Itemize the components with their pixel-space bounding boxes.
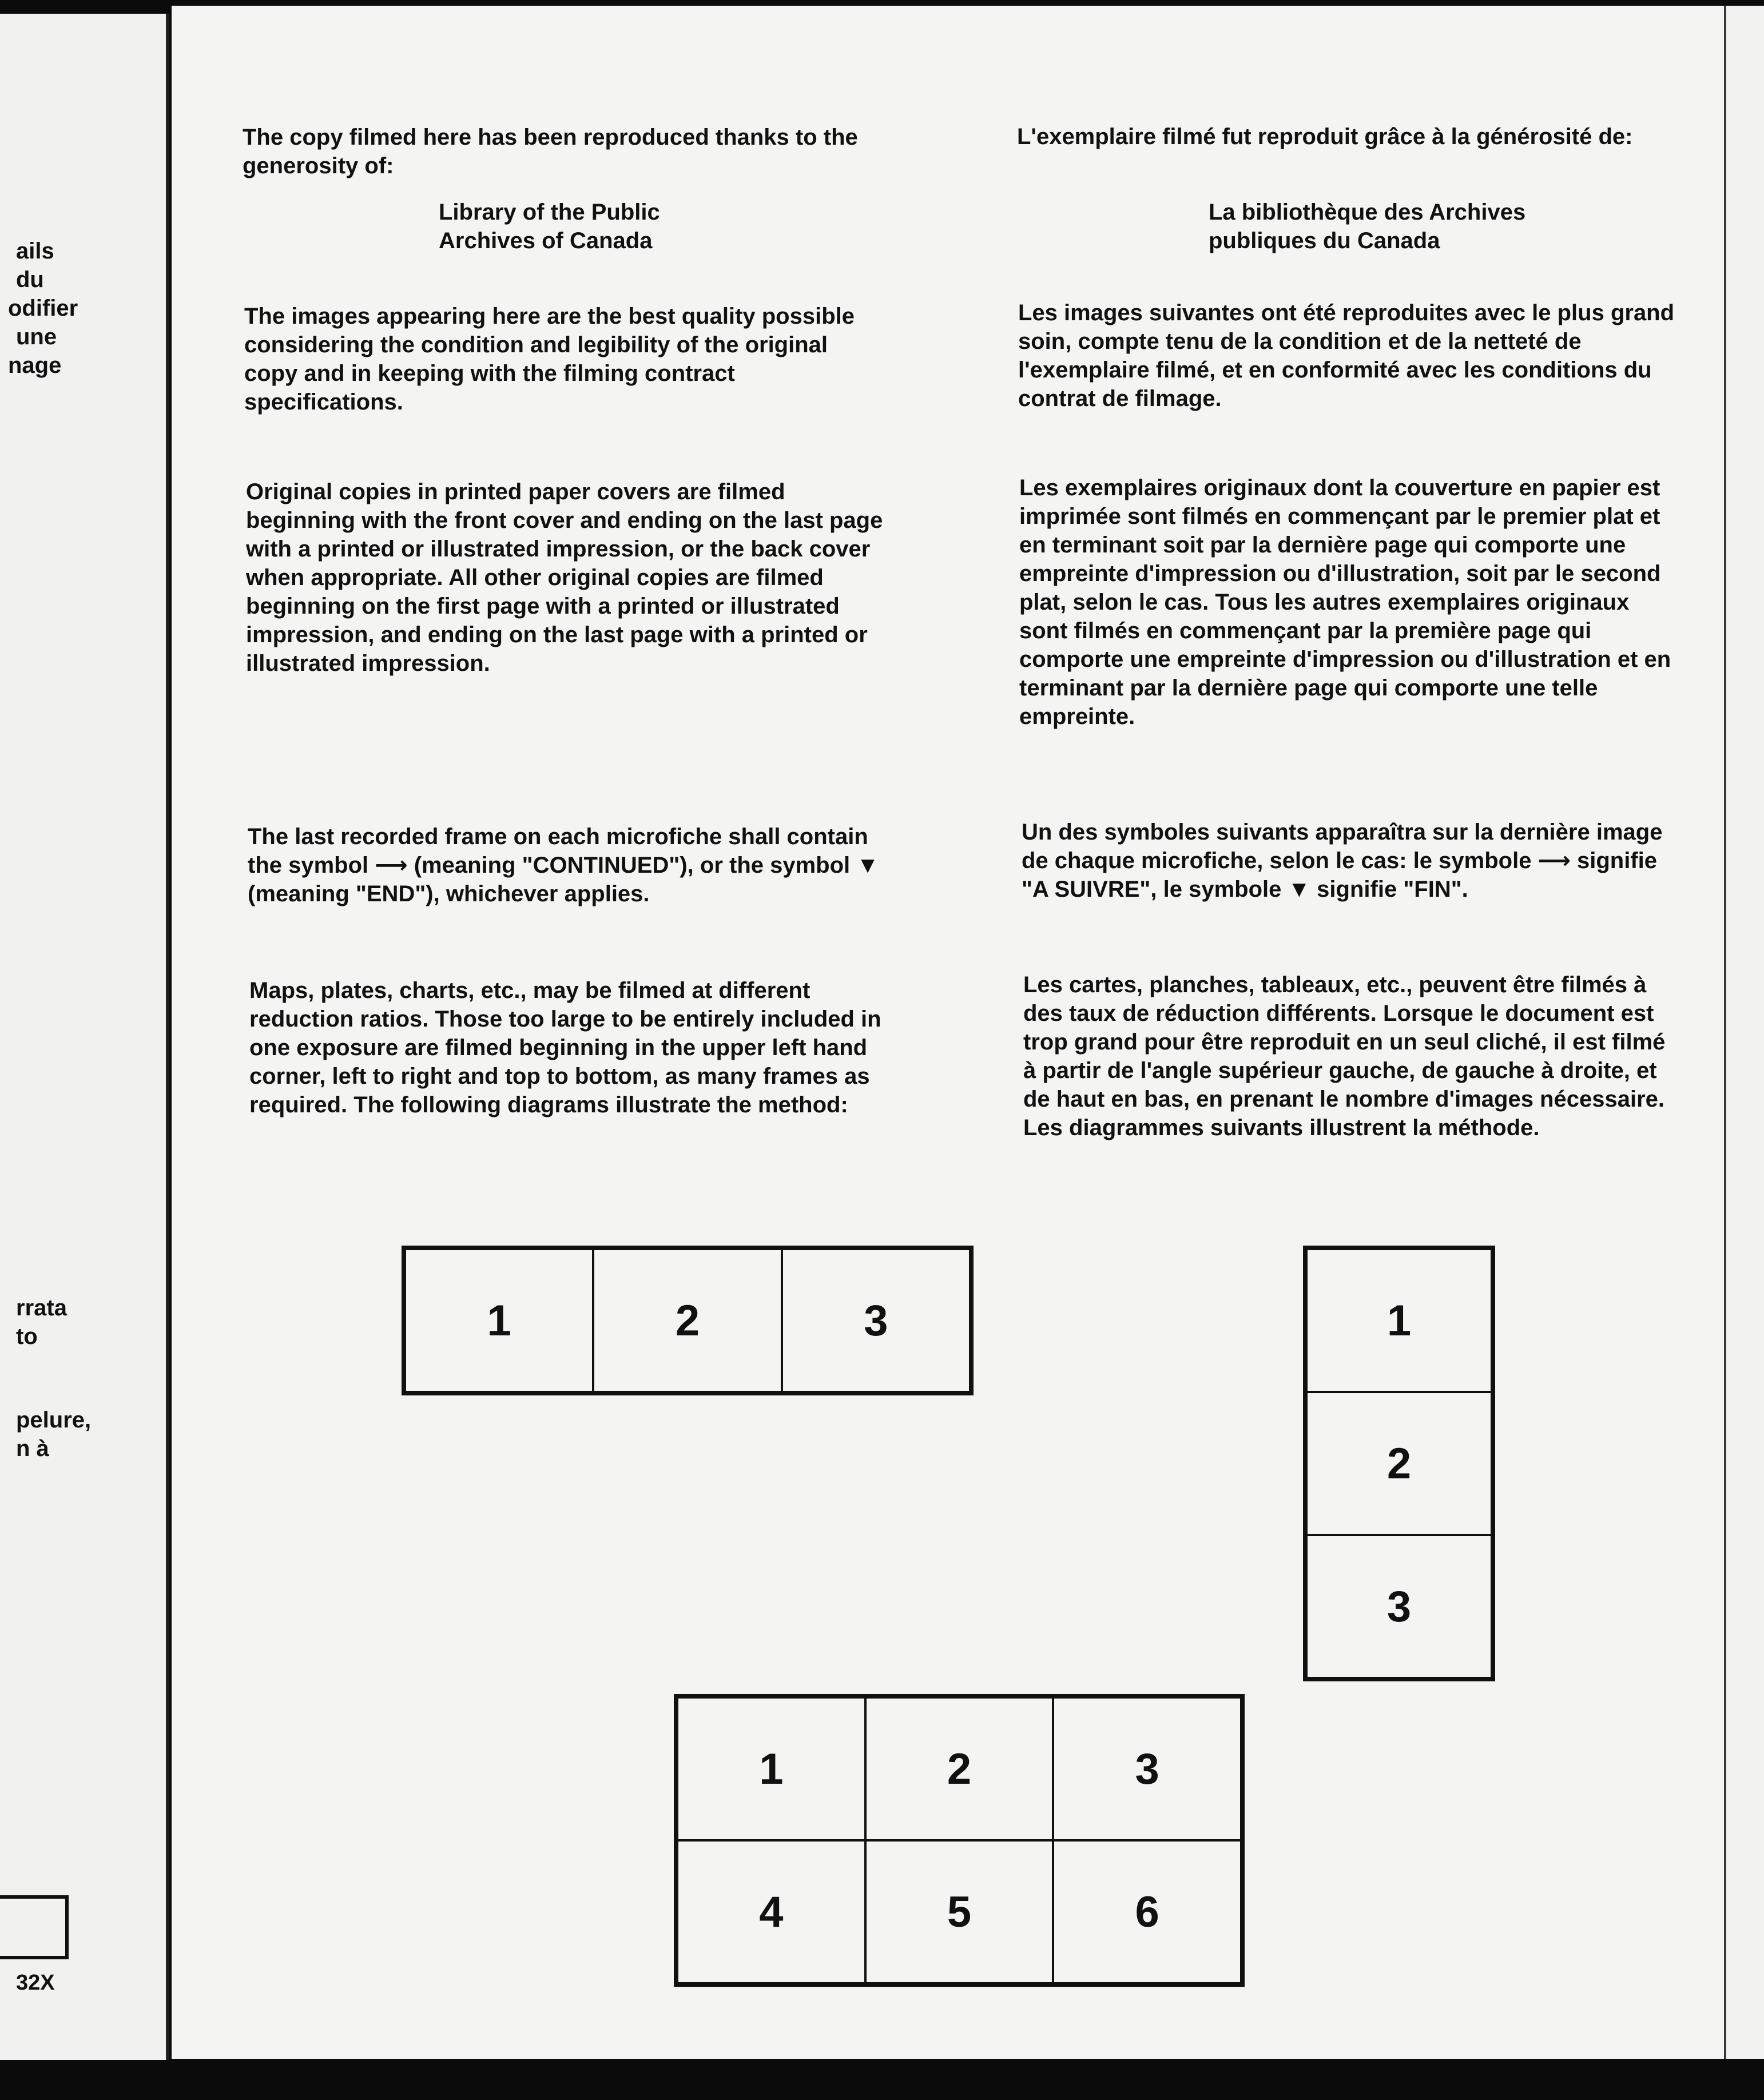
left-fragment: une xyxy=(16,324,57,349)
english-symbol-paragraph: The last recorded frame on each microfiche shall contain the symbol ⟶ (meaning "CONTINUED"), or the symbol ▼ (meaning "END"), whichever applies. xyxy=(248,824,879,906)
diagram-grid-cell: 3 xyxy=(1053,1697,1241,1840)
diagram-column xyxy=(1303,1246,1495,1681)
diagram-grid-cell: 1 xyxy=(677,1697,865,1840)
document-page xyxy=(172,6,1724,2059)
english-cover-paragraph: Original copies in printed paper covers are filmed beginning with the front cover and ending on the last page with a printed or illustrated impression, or the back cover when appropriate. All other original copies are filmed beginning on the first page with a printed or illustrated impression, and ending on the last page with a printed or illustrated impression. xyxy=(246,479,883,676)
reduction-label: 32X xyxy=(16,1971,55,1995)
french-credit-name-line-1: La bibliothèque des Archives xyxy=(1209,200,1526,225)
reduction-box xyxy=(0,1895,69,1959)
left-fragment: to xyxy=(16,1324,38,1349)
diagram-grid-cell: 4 xyxy=(677,1840,865,1983)
left-fragment: du xyxy=(16,267,44,292)
left-page-strip xyxy=(0,14,169,2060)
left-fragment: nage xyxy=(8,353,62,378)
diagram-grid xyxy=(674,1694,1245,1987)
french-credit-name-line-2: publiques du Canada xyxy=(1209,228,1440,253)
left-fragment: ails xyxy=(16,238,54,264)
left-fragment: rrata xyxy=(16,1295,67,1321)
french-maps-paragraph: Les cartes, planches, tableaux, etc., peuvent être filmés à des taux de réduction différents. Lorsque le document est trop grand pour être reproduit en un seul cliché, il est filmé à partir de l'angle supérieur gauche, de gauche à droite, et de haut en bas, en prenant le nombre d'images nécessaire. Les diagrammes suivants illustrent la méthode. xyxy=(1023,972,1666,1140)
diagram-column-cell: 1 xyxy=(1306,1249,1492,1392)
french-cover-paragraph: Les exemplaires originaux dont la couverture en papier est imprimée sont filmés en commençant par le premier plat et en terminant soit par la dernière page qui comporte une empreinte d'impression ou d'illustration, soit par le second plat, selon le cas. Tous les autres exemplaires originaux sont filmés en commençant par la première page qui comporte une empreinte d'impression ou d'illustration et en terminant par la dernière page qui comporte une telle empreinte. xyxy=(1019,475,1671,729)
french-quality-paragraph: Les images suivantes ont été reproduites avec le plus grand soin, compte tenu de la condition et de la netteté de l'exemplaire filmé, et en conformité avec les conditions du contrat de filmage. xyxy=(1018,300,1675,411)
bottom-scan-border xyxy=(0,2060,1764,2100)
diagram-grid-cell: 2 xyxy=(865,1697,1054,1840)
english-quality-paragraph: The images appearing here are the best quality possible considering the condition and legibility of the original copy and in keeping with the filming contract specifications. xyxy=(244,304,855,415)
diagram-row xyxy=(402,1246,974,1395)
english-maps-paragraph: Maps, plates, charts, etc., may be filmed at different reduction ratios. Those too large to be entirely included in one exposure are filmed beginning in the upper left hand corner, left to right and top to bottom, as many frames as required. The following diagrams illustrate the method: xyxy=(249,978,881,1117)
french-symbol-paragraph: Un des symboles suivants apparaîtra sur la dernière image de chaque microfiche, selon le cas: le symbole ⟶ signifie "A SUIVRE", le symbole ▼ signifie "FIN". xyxy=(1022,820,1663,902)
left-fragment: n à xyxy=(16,1436,49,1461)
diagram-column-cell: 3 xyxy=(1306,1535,1492,1678)
english-credit-text: The copy filmed here has been reproduced thanks to the generosity of: xyxy=(243,125,858,178)
right-page-edge xyxy=(1724,6,1764,2059)
english-credit-name-line-2: Archives of Canada xyxy=(439,228,653,253)
diagram-row-cell: 2 xyxy=(593,1249,781,1392)
left-fragment: pelure, xyxy=(16,1407,92,1433)
diagram-grid-cell: 5 xyxy=(865,1840,1054,1983)
english-credit-name-line-1: Library of the Public xyxy=(439,200,660,225)
diagram-grid-cell: 6 xyxy=(1053,1840,1241,1983)
diagram-row-cell: 3 xyxy=(782,1249,970,1392)
diagram-row-cell: 1 xyxy=(405,1249,593,1392)
diagram-column-cell: 2 xyxy=(1306,1392,1492,1535)
left-fragment: odifier xyxy=(8,296,78,321)
french-credit-text: L'exemplaire filmé fut reproduit grâce à la générosité de: xyxy=(1017,124,1633,149)
